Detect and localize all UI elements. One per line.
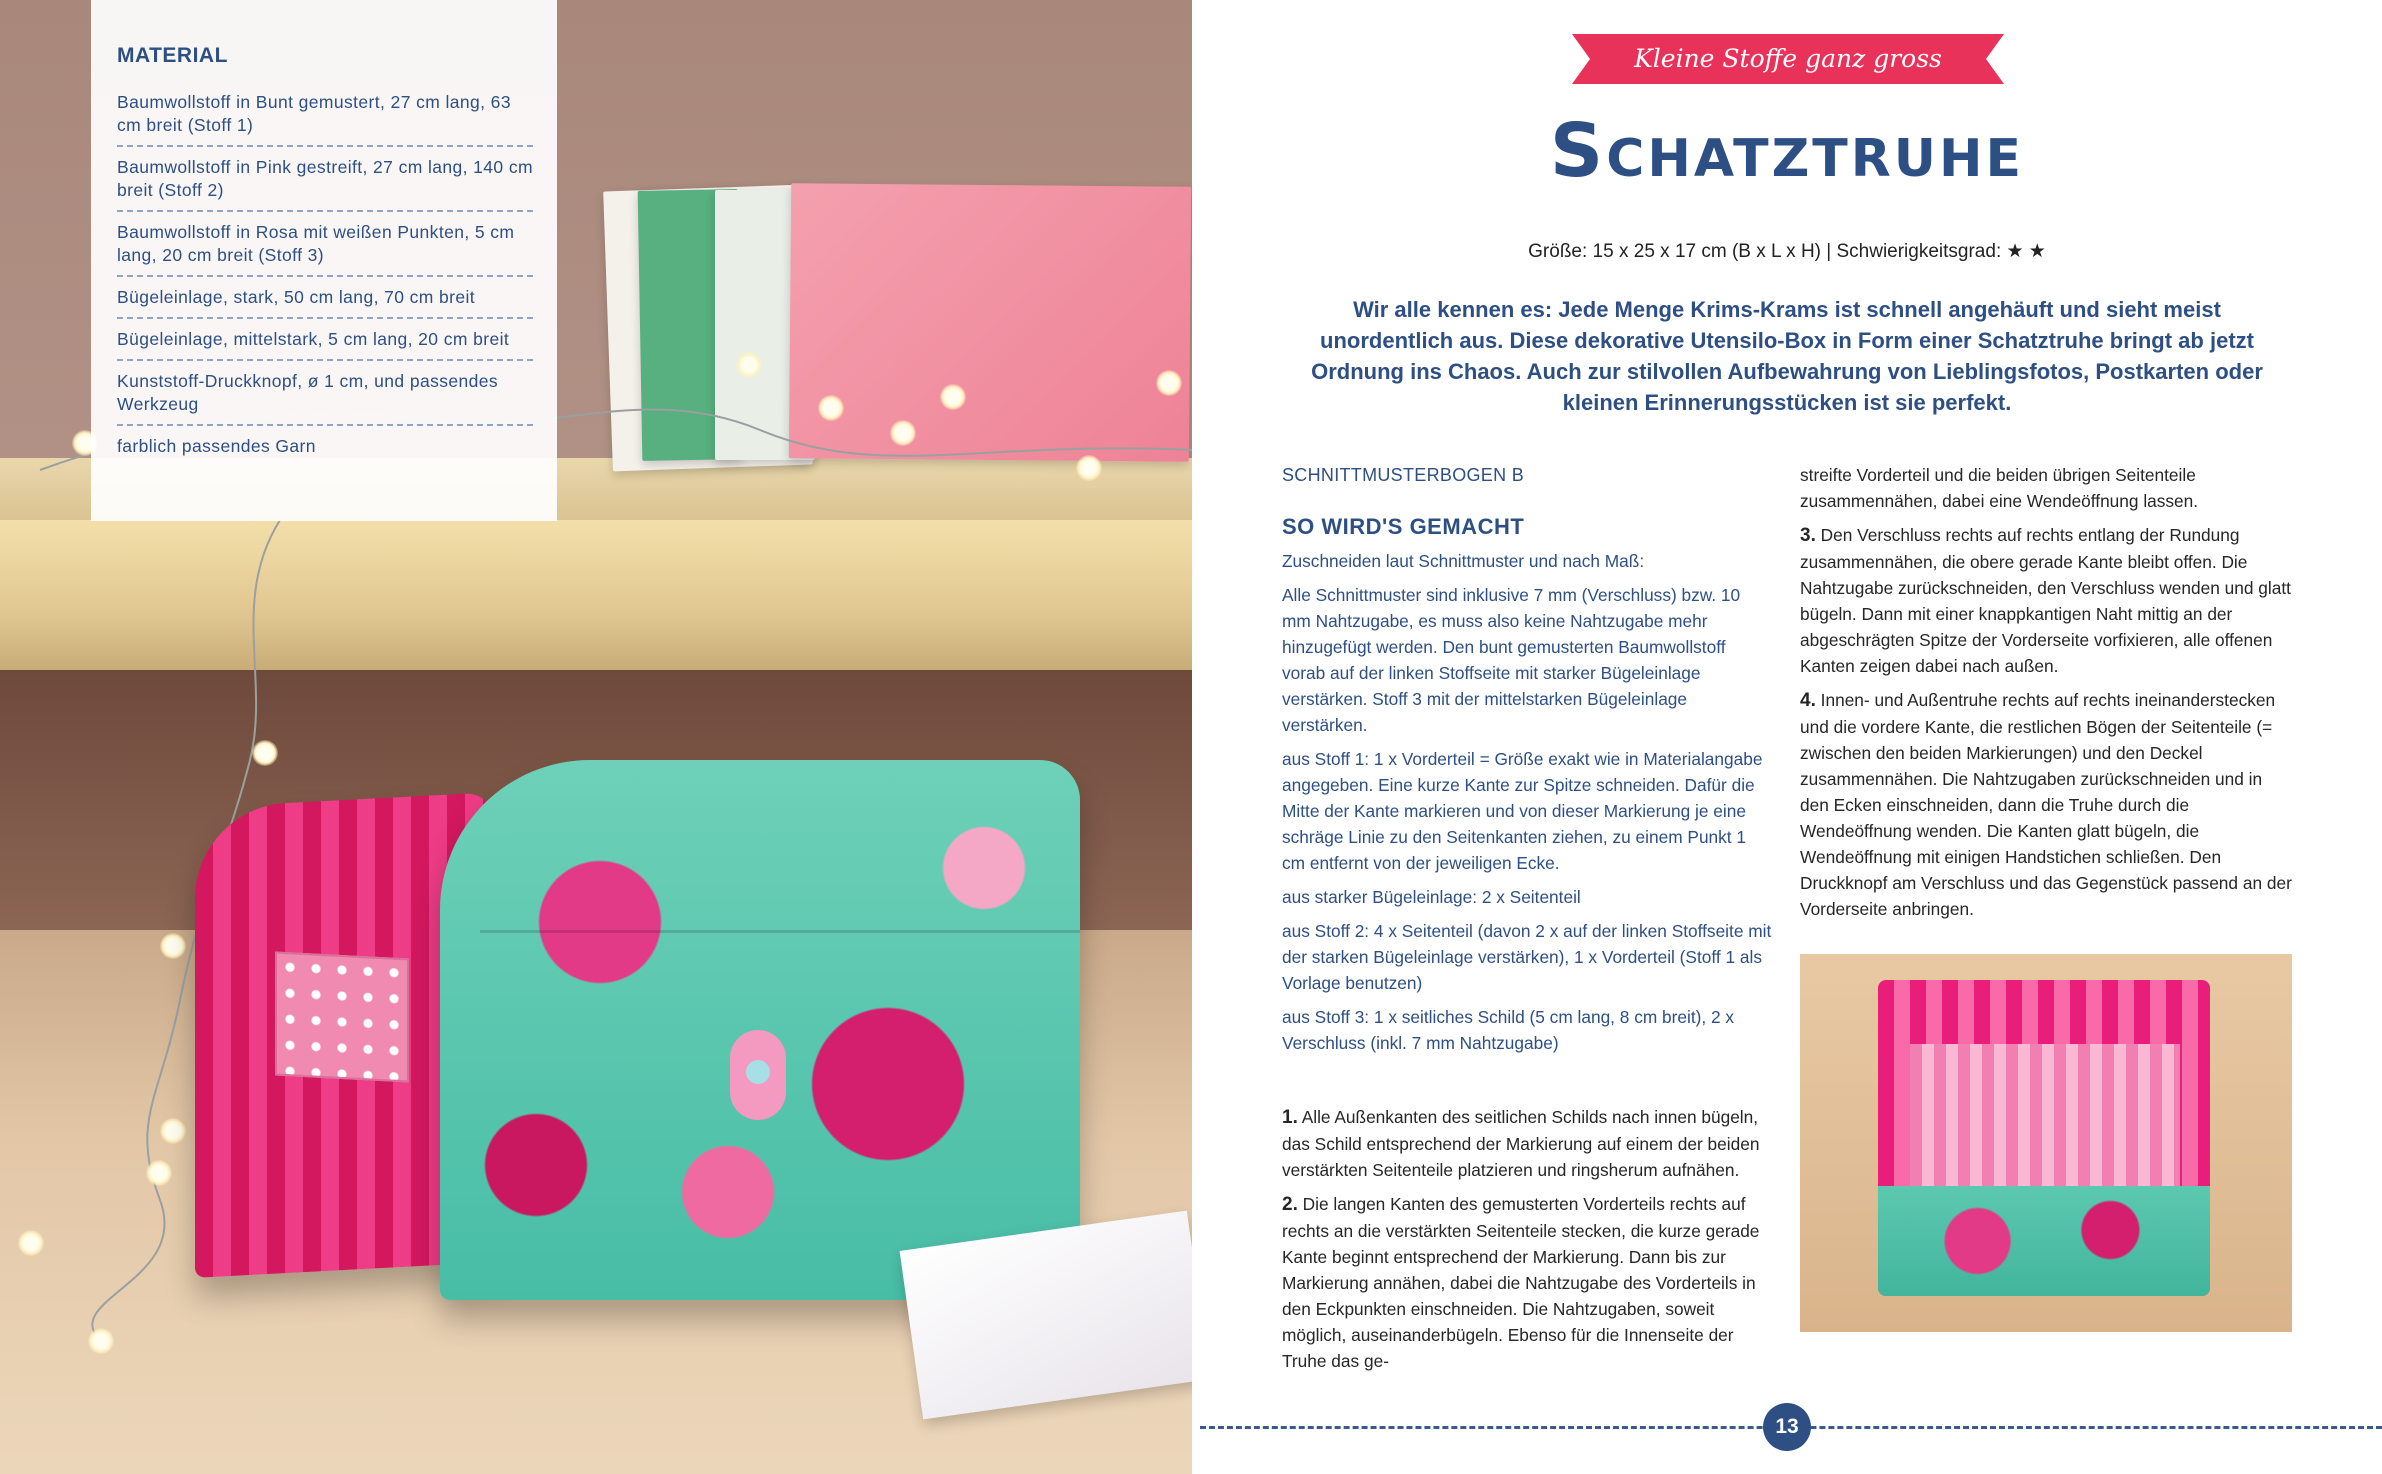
snap-button	[746, 1060, 770, 1084]
material-title: MATERIAL	[117, 44, 228, 67]
light-bulb	[252, 740, 278, 766]
series-banner-text: Kleine Stoffe ganz gross	[1634, 44, 1942, 73]
size-difficulty-line: Größe: 15 x 25 x 17 cm (B x L x H) | Schwierigkeitsgrad: ★ ★	[1528, 241, 2046, 262]
chest-side-label	[275, 951, 409, 1082]
chest-open-photo	[1800, 954, 2292, 1332]
step-number: 1.	[1282, 1107, 1298, 1128]
material-item: farblich passendes Garn	[117, 436, 316, 456]
light-bulb	[890, 420, 916, 446]
light-bulb	[736, 352, 762, 378]
step-number: 3.	[1800, 525, 1816, 546]
light-bulb	[88, 1328, 114, 1354]
material-list	[117, 88, 533, 472]
step-text: Innen- und Außentruhe rechts auf rechts ineinanderstecken und die vordere Kante, die restlichen Bögen der Seitenteile (= zwischen den beiden Markierungen) und den Deckel zusammennähen. Die Nahtzugaben zurückschneiden und in den Ecken einschneiden, dann die Truhe durch die Wendeöffnung wenden. Die Kanten glatt bügeln, die Wendeöffnung mit einigen Handstichen schließen. Den Druckknopf am Verschluss und das Gegenstück passend an der Vorderseite anbringen.	[1800, 690, 2292, 919]
material-item: Bügeleinlage, stark, 50 cm lang, 70 cm breit	[117, 283, 533, 319]
step-text: Den Verschluss rechts auf rechts entlang der Rundung zusammennähen, die obere gerade Kante bleibt offen. Die Nahtzugabe zurückschneiden, den Verschluss wenden und glatt bügeln. Dann mit einer knappkantigen Naht mittig an der abgeschrägten Spitze der Vorderseite vorfixieren, alle offenen Kanten zeigen dabei nach außen.	[1800, 525, 2291, 676]
light-bulb	[160, 1118, 186, 1144]
cut-paragraph: aus Stoff 3: 1 x seitliches Schild (5 cm lang, 8 cm breit), 2 x Verschluss (inkl. 7 mm Nahtzugabe)	[1282, 1007, 1735, 1053]
instructions-right-column	[1800, 462, 2294, 930]
instructions-left-column	[1282, 462, 1772, 1382]
page-number: 13	[1763, 1403, 1811, 1451]
light-bulb	[940, 384, 966, 410]
step-3	[1800, 522, 2294, 679]
step-1	[1282, 1104, 1772, 1183]
intro-text: Wir alle kennen es: Jede Menge Krims-Krams ist schnell angehäuft und sieht meist unordentlich aus. Diese dekorative Utensilo-Box in Form einer Schatztruhe bringt ab jetzt Ordnung ins Chaos. Auch zur stilvollen Aufbewahrung von Lieblingsfotos, Postkarten oder kleinen Erinnerungsstücken ist sie perfekt.	[1311, 297, 2263, 415]
material-item: Baumwollstoff in Bunt gemustert, 27 cm lang, 63 cm breit (Stoff 1)	[117, 88, 533, 147]
cut-paragraph: aus Stoff 2: 4 x Seitenteil (davon 2 x auf der linken Stoffseite mit der starken Bügeleinlage verstärken), 1 x Vorderteil (Stoff 1 als Vorlage benutzen)	[1282, 921, 1772, 993]
cut-paragraph: aus starker Bügeleinlage: 2 x Seitenteil	[1282, 887, 1581, 907]
step-text: Die langen Kanten des gemusterten Vorderteils rechts auf rechts an die verstärkten Seitenteile stecken, die kurze gerade Kante beginnt entsprechend der Markierung. Dann bis zur Markierung annähen, dabei die Nahtzugabe des Vorderteils in den Eckpunkten einschneiden. Die Nahtzugaben, soweit möglich, auseinanderbügeln. Ebenso für die Innenseite der Truhe das ge-	[1282, 1194, 1760, 1371]
material-item: Baumwollstoff in Rosa mit weißen Punkten, 5 cm lang, 20 cm breit (Stoff 3)	[117, 218, 533, 277]
light-bulb	[160, 933, 186, 959]
material-item: Bügeleinlage, mittelstark, 5 cm lang, 20 cm breit	[117, 325, 533, 361]
light-bulb	[146, 1160, 172, 1186]
how-to-heading: SO WIRD'S GEMACHT	[1282, 514, 1525, 539]
step-number: 2.	[1282, 1194, 1298, 1215]
light-bulb	[18, 1230, 44, 1256]
step-2	[1282, 1191, 1772, 1374]
material-item: Kunststoff-Druckknopf, ø 1 cm, und passendes Werkzeug	[117, 367, 533, 426]
material-item: Baumwollstoff in Pink gestreift, 27 cm lang, 140 cm breit (Stoff 2)	[117, 153, 533, 212]
step-text: Alle Außenkanten des seitlichen Schilds nach innen bügeln, das Schild entsprechend der Markierung auf einem der beiden verstärkten Seitenteile platzieren und ringsherum aufnähen.	[1282, 1107, 1760, 1180]
page-title: Schatztruhe	[1549, 108, 2025, 194]
pattern-sheet-label: SCHNITTMUSTERBOGEN B	[1282, 465, 1525, 485]
step-number: 4.	[1800, 690, 1816, 711]
light-bulb	[818, 395, 844, 421]
step-2-continuation: streifte Vorderteil und die beiden übrigen Seitenteile zusammennähen, dabei eine Wendeöffnung lassen.	[1800, 465, 2199, 511]
light-bulb	[1156, 370, 1182, 396]
cut-paragraph: aus Stoff 1: 1 x Vorderteil = Größe exakt wie in Materialangabe angegeben. Eine kurze Kante zur Spitze schneiden. Dafür die Mitte der Kante markieren und von dieser Markierung je eine schräge Linie zu den Seitenkanten ziehen, zu einem Punkt 1 cm entfernt von der jeweiligen Ecke.	[1282, 749, 1763, 873]
light-bulb	[1076, 455, 1102, 481]
cut-paragraph: Alle Schnittmuster sind inklusive 7 mm (Verschluss) bzw. 10 mm Nahtzugabe, es muss also keine Nahtzugabe mehr hinzugefügt werden. Den bunt gemusterten Baumwollstoff vorab auf der linken Stoffseite mit starker Bügeleinlage verstärken. Stoff 3 mit der mittelstarken Bügeleinlage verstärken.	[1282, 585, 1741, 735]
step-4	[1800, 687, 2294, 922]
chest-front-floral	[1878, 1186, 2210, 1296]
chest-lid-seam	[480, 930, 1080, 1053]
cut-paragraph: Zuschneiden laut Schnittmuster und nach Maß:	[1282, 551, 1645, 571]
